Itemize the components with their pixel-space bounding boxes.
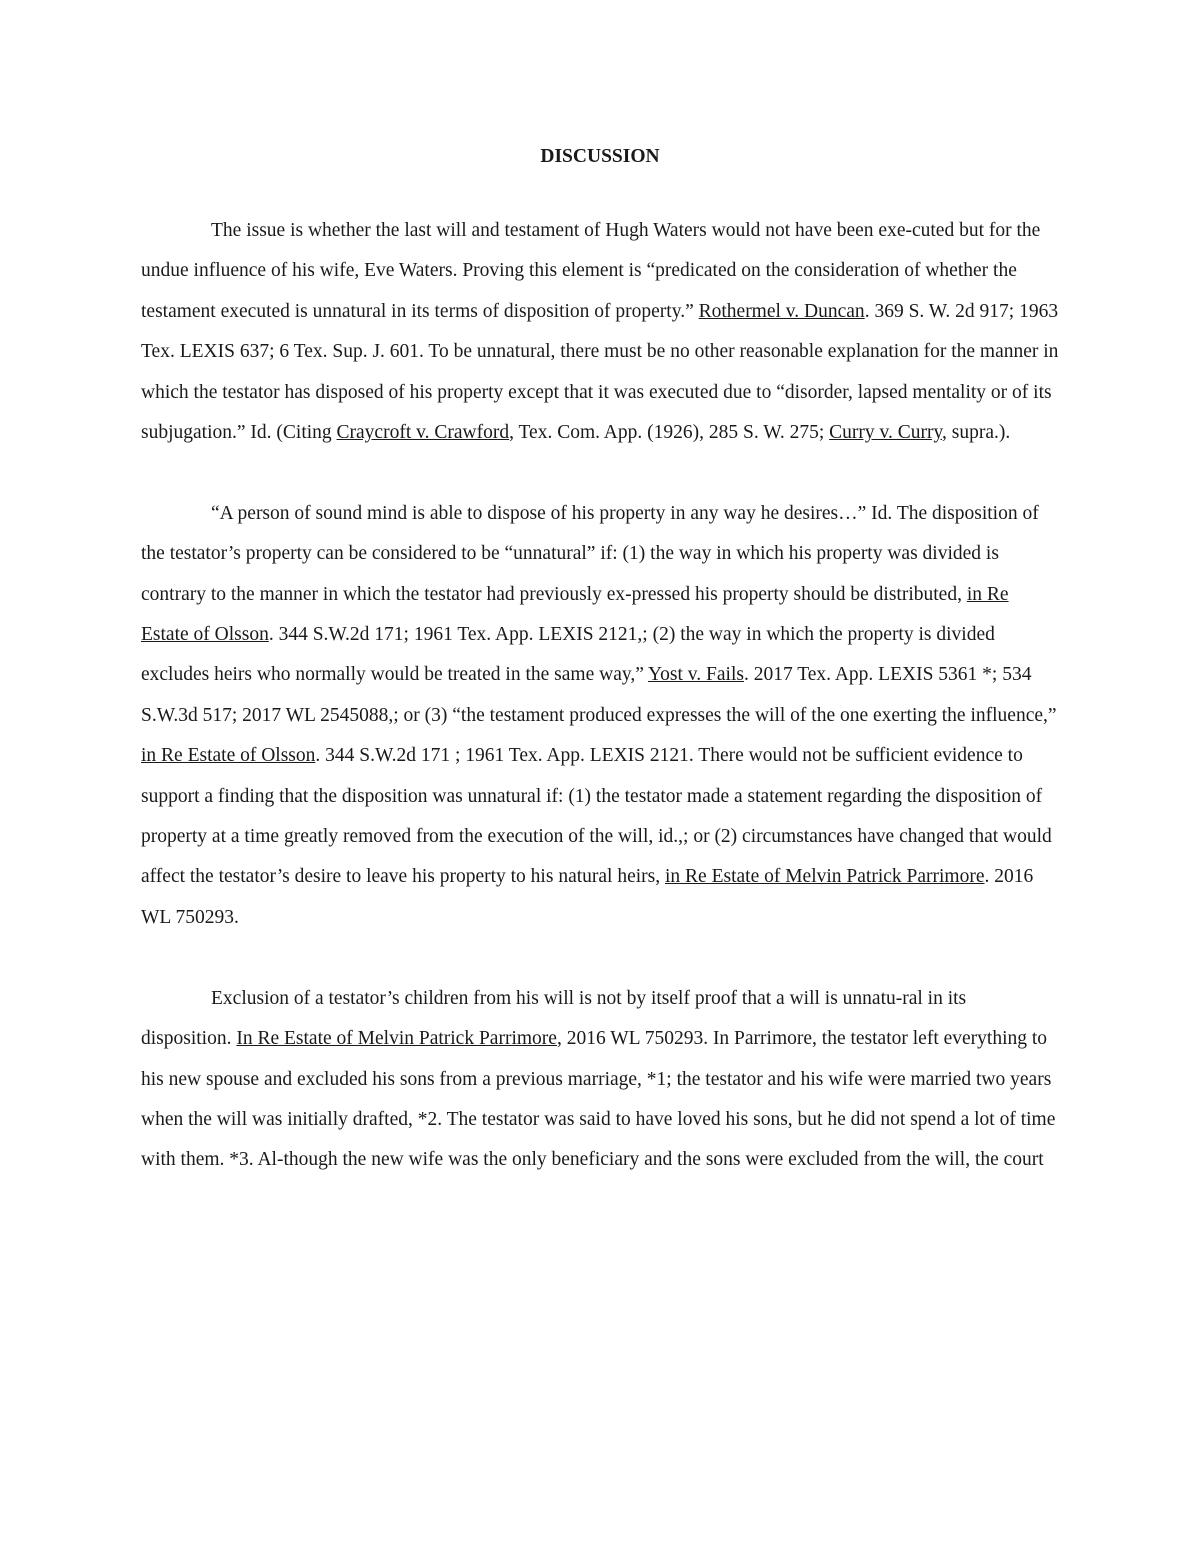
document-body [141, 211, 1059, 1181]
paragraph [141, 494, 1059, 938]
paragraph-text: “A person of sound mind is able to dispose of his property in any way he desires…” Id. The disposition of the testator’s property can be considered to be “unnatural” if: (1) the way in which his property was divided is contrary to the manner in which the testator had previously ex-pressed his property should be distributed, [141, 502, 1039, 605]
paragraph-text: . 2017 Tex. App. LEXIS 5361 *; 534 S.W.3d 517; 2017 WL 2545088,; or (3) “the testament produced expresses the will of the one exerting the influence,” [141, 664, 1057, 726]
paragraph-text: , supra.). [941, 422, 1011, 444]
paragraph-text: Exclusion of a testator’s children from his will is not by itself proof that a will is unnatu-ral in its disposition. [141, 987, 967, 1050]
case-citation: In Re Estate of Melvin Patrick Parrimore [236, 1028, 557, 1050]
paragraph [141, 979, 1059, 1181]
case-citation: Rothermel v. Duncan [698, 300, 865, 322]
case-citation: in Re Estate of Olsson [141, 583, 1009, 646]
paragraph-text: . 344 S.W.2d 171; 1961 Tex. App. LEXIS 2121,; (2) the way in which the property is divided excludes heirs who normally would be treated in the same way,” [141, 624, 995, 686]
paragraph-text: . 344 S.W.2d 171 ; 1961 Tex. App. LEXIS 2121. There would not be sufficient evidence to support a finding that the disposition was unnatural if: (1) the testator made a statement regarding the disposition of property at a time greatly removed from the execution of the will, id.,; or (2) circumstances have changed that would affect the testator’s desire to leave his property to his natural heirs, [141, 745, 1052, 888]
paragraph-text: The issue is whether the last will and testament of Hugh Waters would not have been exe-cuted but for the undue influence of his wife, Eve Waters. Proving this element is “predicated on the consideration of whether the testament executed is unnatural in its terms of disposition of property.” [141, 220, 1041, 322]
paragraph-text: . 2016 WL 750293. [141, 866, 1034, 928]
paragraph [141, 211, 1059, 453]
paragraph-text: , Tex. Com. App. (1926), 285 S. W. 275; [509, 422, 830, 444]
case-citation: in Re Estate of Olsson [141, 745, 316, 767]
section-heading: DISCUSSION [540, 146, 660, 167]
case-citation: Curry v. Curry [829, 422, 942, 444]
case-citation: in Re Estate of Melvin Patrick Parrimore [665, 866, 985, 888]
case-citation: Craycroft v. Crawford [336, 422, 510, 444]
case-citation: Yost v. Fails [648, 664, 744, 686]
paragraph-text: . 369 S. W. 2d 917; 1963 Tex. LEXIS 637; 6 Tex. Sup. J. 601. To be unnatural, there must be no other reasonable explanation for the manner in which the testator has disposed of his property except that it was executed due to “disorder, lapsed mentality or of its subjugation.” Id. (Citing [141, 300, 1059, 444]
paragraph-text: , 2016 WL 750293. In Parrimore, the testator left everything to his new spouse and excluded his sons from a previous marriage, *1; the testator and his wife were married two years when the will was initially drafted, *2. The testator was said to have loved his sons, but he did not spend a lot of time with them. *3. Al-though the new wife was the only beneficiary and the sons were excluded from the will, the court [141, 1028, 1056, 1171]
